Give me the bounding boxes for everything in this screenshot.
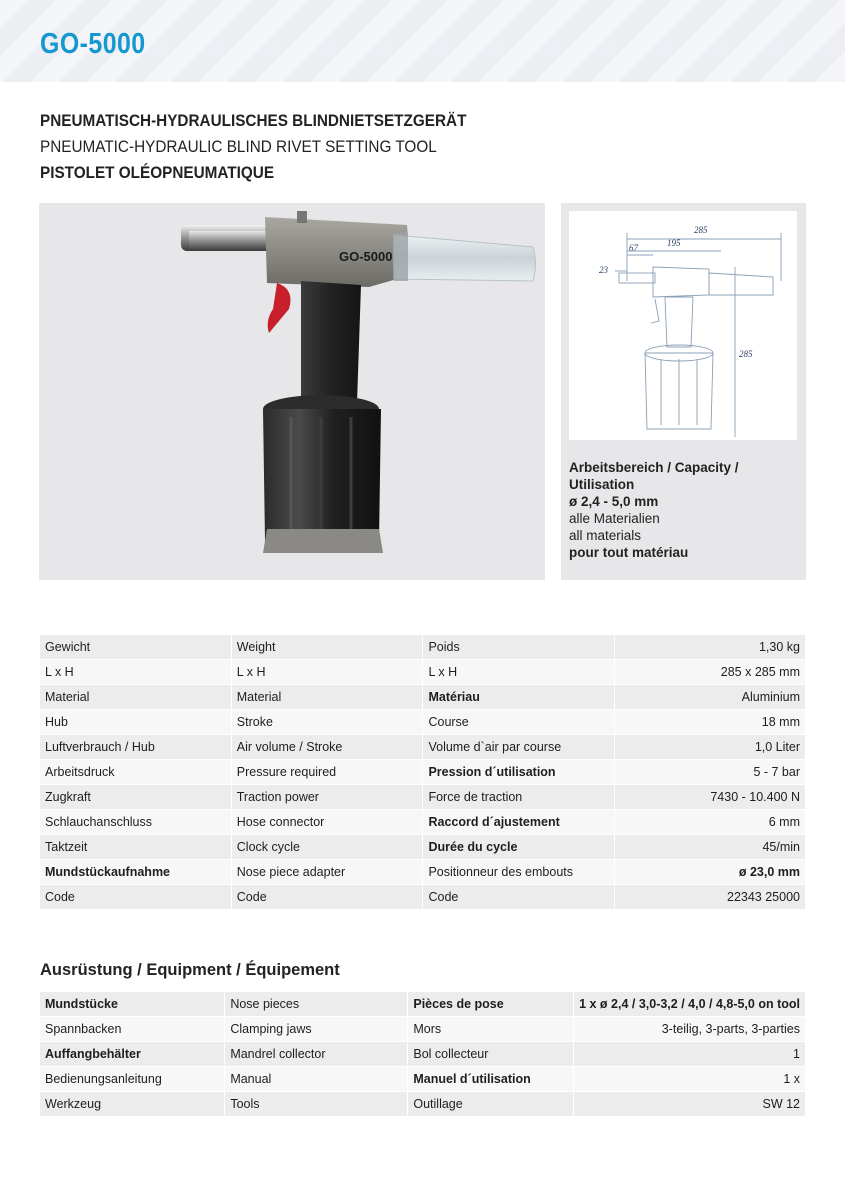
table-row (40, 810, 806, 835)
spec-en: Material (231, 685, 423, 710)
spec-value: 1,30 kg (615, 635, 806, 660)
spec-fr: Durée du cycle (423, 835, 615, 860)
spec-fr: Positionneur des embouts (423, 860, 615, 885)
spec-en: Pressure required (231, 760, 423, 785)
spec-de: Hub (40, 710, 232, 735)
specifications-table (39, 634, 806, 910)
spec-fr: Code (423, 885, 615, 910)
capacity-label: Arbeitsbereich / Capacity / Utilisation (569, 460, 739, 492)
spec-fr: Force de traction (423, 785, 615, 810)
spec-en: Nose piece adapter (231, 860, 423, 885)
table-row (40, 635, 806, 660)
equipment-de: Bedienungsanleitung (40, 1067, 225, 1092)
dimension-sketch (569, 211, 797, 440)
spec-en: Air volume / Stroke (231, 735, 423, 760)
spec-value: 45/min (615, 835, 806, 860)
equipment-value: SW 12 (574, 1092, 806, 1117)
equipment-value: 3-teilig, 3-parts, 3-parties (574, 1017, 806, 1042)
subtitle-de: PNEUMATISCH-HYDRAULISCHES BLINDNIETSETZGERÄT (40, 111, 467, 130)
dimension-67: 67 (629, 243, 638, 253)
spec-en: Weight (231, 635, 423, 660)
materials-en: all materials (569, 528, 642, 543)
equipment-fr: Outillage (408, 1092, 574, 1117)
table-row (40, 1067, 806, 1092)
subtitle-en: PNEUMATIC-HYDRAULIC BLIND RIVET SETTING TOOL (40, 137, 437, 156)
spec-fr: Volume d`air par course (423, 735, 615, 760)
equipment-en: Tools (225, 1092, 408, 1117)
table-row (40, 992, 806, 1017)
spec-en: Stroke (231, 710, 423, 735)
spec-value: ø 23,0 mm (615, 860, 806, 885)
spec-en: Traction power (231, 785, 423, 810)
equipment-de: Werkzeug (40, 1092, 225, 1117)
equipment-value: 1 x ø 2,4 / 3,0-3,2 / 4,0 / 4,8-5,0 on tool (574, 992, 806, 1017)
equipment-en: Clamping jaws (225, 1017, 408, 1042)
equipment-en: Manual (225, 1067, 408, 1092)
base-plate (263, 529, 383, 553)
table-row (40, 660, 806, 685)
table-row (40, 1042, 806, 1067)
spec-de: Code (40, 885, 232, 910)
materials-block (569, 510, 799, 561)
table-row (40, 885, 806, 910)
materials-de: alle Materialien (569, 511, 660, 526)
spec-value: 6 mm (615, 810, 806, 835)
equipment-value: 1 (574, 1042, 806, 1067)
equipment-de: Auffangbehälter (40, 1042, 225, 1067)
dimension-195: 195 (667, 238, 681, 248)
spec-fr: Matériau (423, 685, 615, 710)
spec-de: Taktzeit (40, 835, 232, 860)
mandrel-collector-tube (394, 235, 536, 281)
capacity-block (569, 459, 799, 510)
equipment-table (39, 991, 806, 1117)
spec-de: L x H (40, 660, 232, 685)
technical-info-panel (561, 203, 806, 580)
spec-de: Luftverbrauch / Hub (40, 735, 232, 760)
model-title: GO-5000 (40, 28, 146, 60)
equipment-fr: Bol collecteur (408, 1042, 574, 1067)
dimension-285-top: 285 (694, 225, 708, 235)
table-row (40, 785, 806, 810)
table-row (40, 710, 806, 735)
materials-fr: pour tout matériau (569, 545, 689, 560)
table-row (40, 1017, 806, 1042)
tool-grip (301, 281, 361, 403)
spec-de: Mundstückaufnahme (40, 860, 232, 885)
spec-value: 18 mm (615, 710, 806, 735)
table-row (40, 685, 806, 710)
spec-de: Schlauchanschluss (40, 810, 232, 835)
dimension-drawing (569, 211, 797, 440)
table-row (40, 835, 806, 860)
spec-en: L x H (231, 660, 423, 685)
spec-en: Code (231, 885, 423, 910)
table-row (40, 860, 806, 885)
spec-value: 285 x 285 mm (615, 660, 806, 685)
spec-fr: Raccord d´ajustement (423, 810, 615, 835)
product-subtitles (40, 108, 740, 186)
spec-fr: L x H (423, 660, 615, 685)
equipment-en: Mandrel collector (225, 1042, 408, 1067)
spec-de: Gewicht (40, 635, 232, 660)
product-photo-panel (39, 203, 545, 580)
spec-fr: Poids (423, 635, 615, 660)
capacity-value: ø 2,4 - 5,0 mm (569, 494, 659, 509)
spec-value: 7430 - 10.400 N (615, 785, 806, 810)
rivet-tool-illustration (39, 203, 545, 580)
equipment-fr: Manuel d´utilisation (408, 1067, 574, 1092)
table-row (40, 735, 806, 760)
spec-value: 5 - 7 bar (615, 760, 806, 785)
tool-body-label: GO-5000 (339, 249, 393, 264)
equipment-value: 1 x (574, 1067, 806, 1092)
spec-value: 1,0 Liter (615, 735, 806, 760)
spec-de: Material (40, 685, 232, 710)
equipment-de: Mundstücke (40, 992, 225, 1017)
spec-fr: Pression d´utilisation (423, 760, 615, 785)
dimension-285-side: 285 (739, 349, 753, 359)
header-band (0, 0, 845, 82)
equipment-fr: Mors (408, 1017, 574, 1042)
spec-value: 22343 25000 (615, 885, 806, 910)
equipment-heading: Ausrüstung / Equipment / Équipement (40, 961, 340, 979)
equipment-fr: Pièces de pose (408, 992, 574, 1017)
trigger (268, 283, 291, 333)
equipment-de: Spannbacken (40, 1017, 225, 1042)
spec-value: Aluminium (615, 685, 806, 710)
table-row (40, 760, 806, 785)
spec-de: Zugkraft (40, 785, 232, 810)
equipment-en: Nose pieces (225, 992, 408, 1017)
dimension-23: 23 (599, 265, 608, 275)
spec-fr: Course (423, 710, 615, 735)
table-row (40, 1092, 806, 1117)
spec-de: Arbeitsdruck (40, 760, 232, 785)
subtitle-fr: PISTOLET OLÉOPNEUMATIQUE (40, 163, 275, 182)
spec-en: Clock cycle (231, 835, 423, 860)
spec-en: Hose connector (231, 810, 423, 835)
